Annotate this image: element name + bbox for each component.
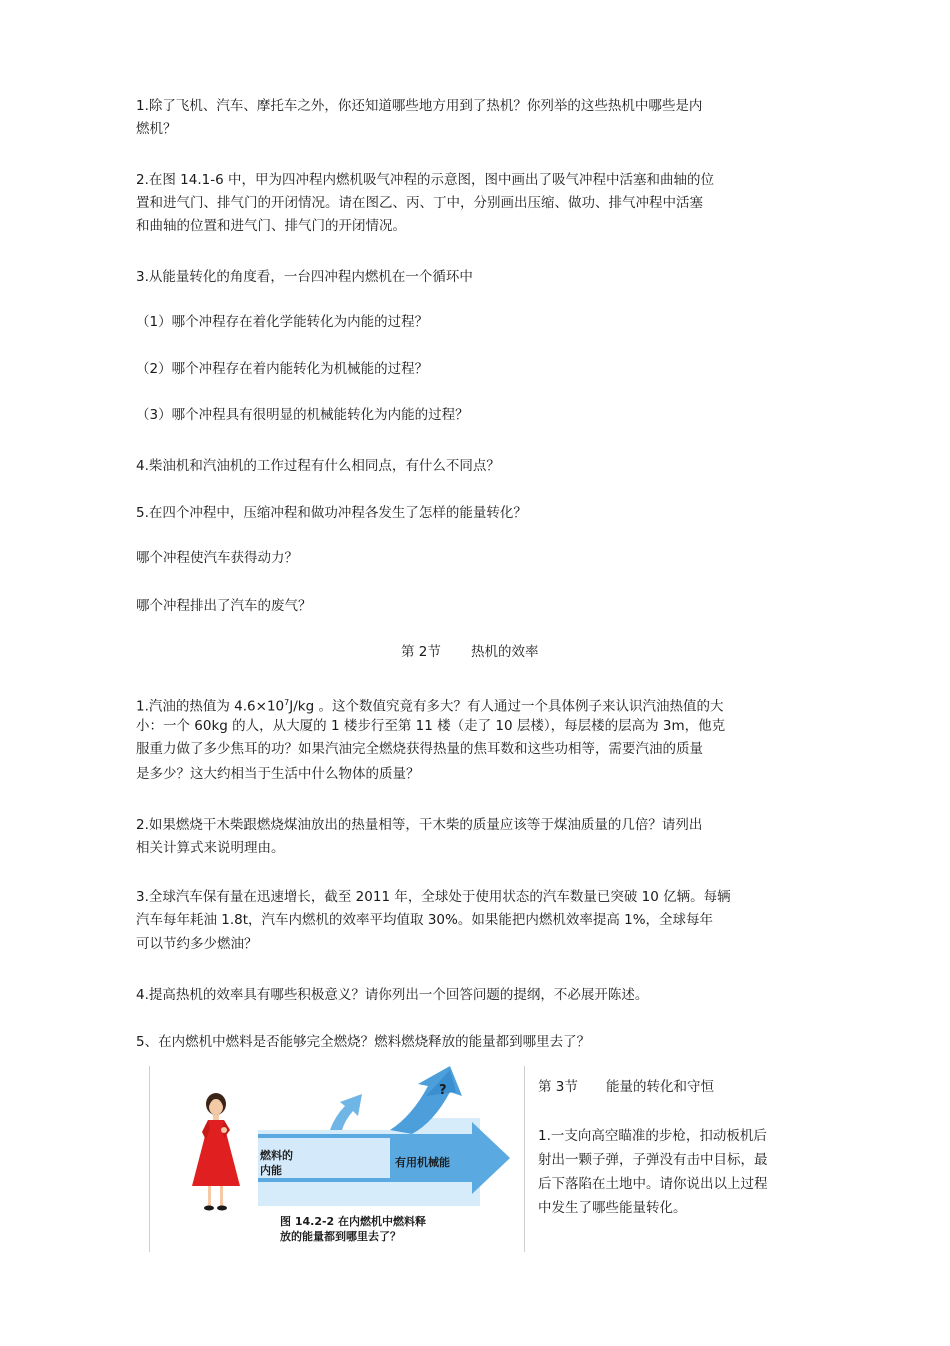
section3-heading-number: 第 3节 — [538, 1079, 578, 1095]
s2-q1-line4: 是多少？这大约相当于生活中什么物体的质量？ — [136, 766, 420, 782]
s1-q2-line3: 和曲轴的位置和进气门、排气门的开闭情况。 — [136, 218, 406, 234]
s2-q3-line2: 汽车每年耗油 1.8t，汽车内燃机的效率平均值取 30%。如果能把内燃机效率提高 1%，全球每年 — [136, 912, 714, 928]
s1-q1-line2: 燃机？ — [136, 121, 177, 137]
s2-q1-line3: 服重力做了多少焦耳的功？如果汽油完全燃烧获得热量的焦耳数和这些功相等，需要汽油的质量 — [136, 741, 703, 757]
red-dress — [192, 1120, 240, 1186]
s2-q5: 5、在内燃机中燃料是否能够完全燃烧？燃料燃烧释放的能量都到哪里去了？ — [136, 1034, 591, 1050]
section3-heading-title: 能量的转化和守恒 — [606, 1079, 714, 1095]
s1-q1-line1: 1.除了飞机、汽车、摩托车之外，你还知道哪些地方用到了热机？你列举的这些热机中哪些是内 — [136, 98, 703, 114]
s1-q5-line2: 哪个冲程使汽车获得动力？ — [136, 550, 298, 566]
section2-heading-number: 第 2节 — [401, 644, 441, 660]
s3-q1-line3: 后下落陷在土地中。请你说出以上过程 — [538, 1176, 768, 1192]
s3-q1-line4: 中发生了哪些能量转化。 — [538, 1200, 687, 1216]
s1-q2-line1: 2.在图 14.1-6 中，甲为四冲程内燃机吸气冲程的示意图，图中画出了吸气冲程中活塞和曲轴的位 — [136, 172, 714, 188]
s1-q2-line2: 置和进气门、排气门的开闭情况。请在图乙、丙、丁中，分别画出压缩、做功、排气冲程中活塞 — [136, 195, 703, 211]
figure-label-useful-mechanical-energy: 有用机械能 — [395, 1156, 450, 1169]
s2-q4: 4.提高热机的效率具有哪些积极意义？请你列出一个回答问题的提纲，不必展开陈述。 — [136, 987, 649, 1003]
s2-q1-exponent: 7 — [284, 698, 290, 707]
s2-q1-line1-b: J/kg 。这个数值究竟有多大？有人通过一个具体例子来认识汽油热值的大 — [289, 698, 724, 715]
s1-q5-line3: 哪个冲程排出了汽车的废气？ — [136, 598, 312, 614]
s3-q1-line1: 1.一支向高空瞄准的步枪，扣动板机后 — [538, 1128, 767, 1144]
girl-figure — [192, 1093, 240, 1211]
figure-question-mark: ? — [439, 1083, 447, 1098]
s1-q3-intro: 3.从能量转化的角度看，一台四冲程内燃机在一个循环中 — [136, 269, 473, 285]
s2-q3-line3: 可以节约多少燃油？ — [136, 936, 258, 952]
s2-q1-line2: 小：一个 60kg 的人，从大厦的 1 楼步行至第 11 楼（走了 10 层楼），每层楼的层高为 3m，他克 — [136, 718, 726, 734]
s1-q3-sub1: （1）哪个冲程存在着化学能转化为内能的过程？ — [136, 314, 429, 330]
s3-q1-line2: 射出一颗子弹，子弹没有击中目标，最 — [538, 1152, 768, 1168]
s2-q1-line1 — [136, 694, 723, 716]
s1-q5-line1: 5.在四个冲程中，压缩冲程和做功冲程各发生了怎样的能量转化？ — [136, 505, 527, 521]
loss-arrow-small — [330, 1094, 362, 1130]
figure-caption: 图 14.2-2 在内燃机中燃料释 放的能量都到哪里去了？ — [280, 1215, 427, 1243]
section2-heading-title: 热机的效率 — [471, 644, 539, 660]
s2-q1-line1-a: 1.汽油的热值为 4.6×10 — [136, 698, 285, 715]
s1-q3-sub3: （3）哪个冲程具有很明显的机械能转化为内能的过程？ — [136, 407, 469, 423]
s2-q2-line2: 相关计算式来说明理由。 — [136, 840, 285, 856]
energy-flow-figure — [149, 1066, 525, 1252]
figure-label-fuel-internal-energy: 燃料的 内能 — [260, 1149, 293, 1177]
s1-q3-sub2: （2）哪个冲程存在着内能转化为机械能的过程？ — [136, 361, 429, 377]
s2-q3-line1: 3.全球汽车保有量在迅速增长，截至 2011 年，全球处于使用状态的汽车数量已突破 10 亿辆。每辆 — [136, 889, 731, 905]
s2-q2-line1: 2.如果燃烧干木柴跟燃烧煤油放出的热量相等，干木柴的质量应该等于煤油质量的几倍？请列出 — [136, 817, 703, 833]
s1-q4: 4.柴油机和汽油机的工作过程有什么相同点，有什么不同点？ — [136, 458, 500, 474]
